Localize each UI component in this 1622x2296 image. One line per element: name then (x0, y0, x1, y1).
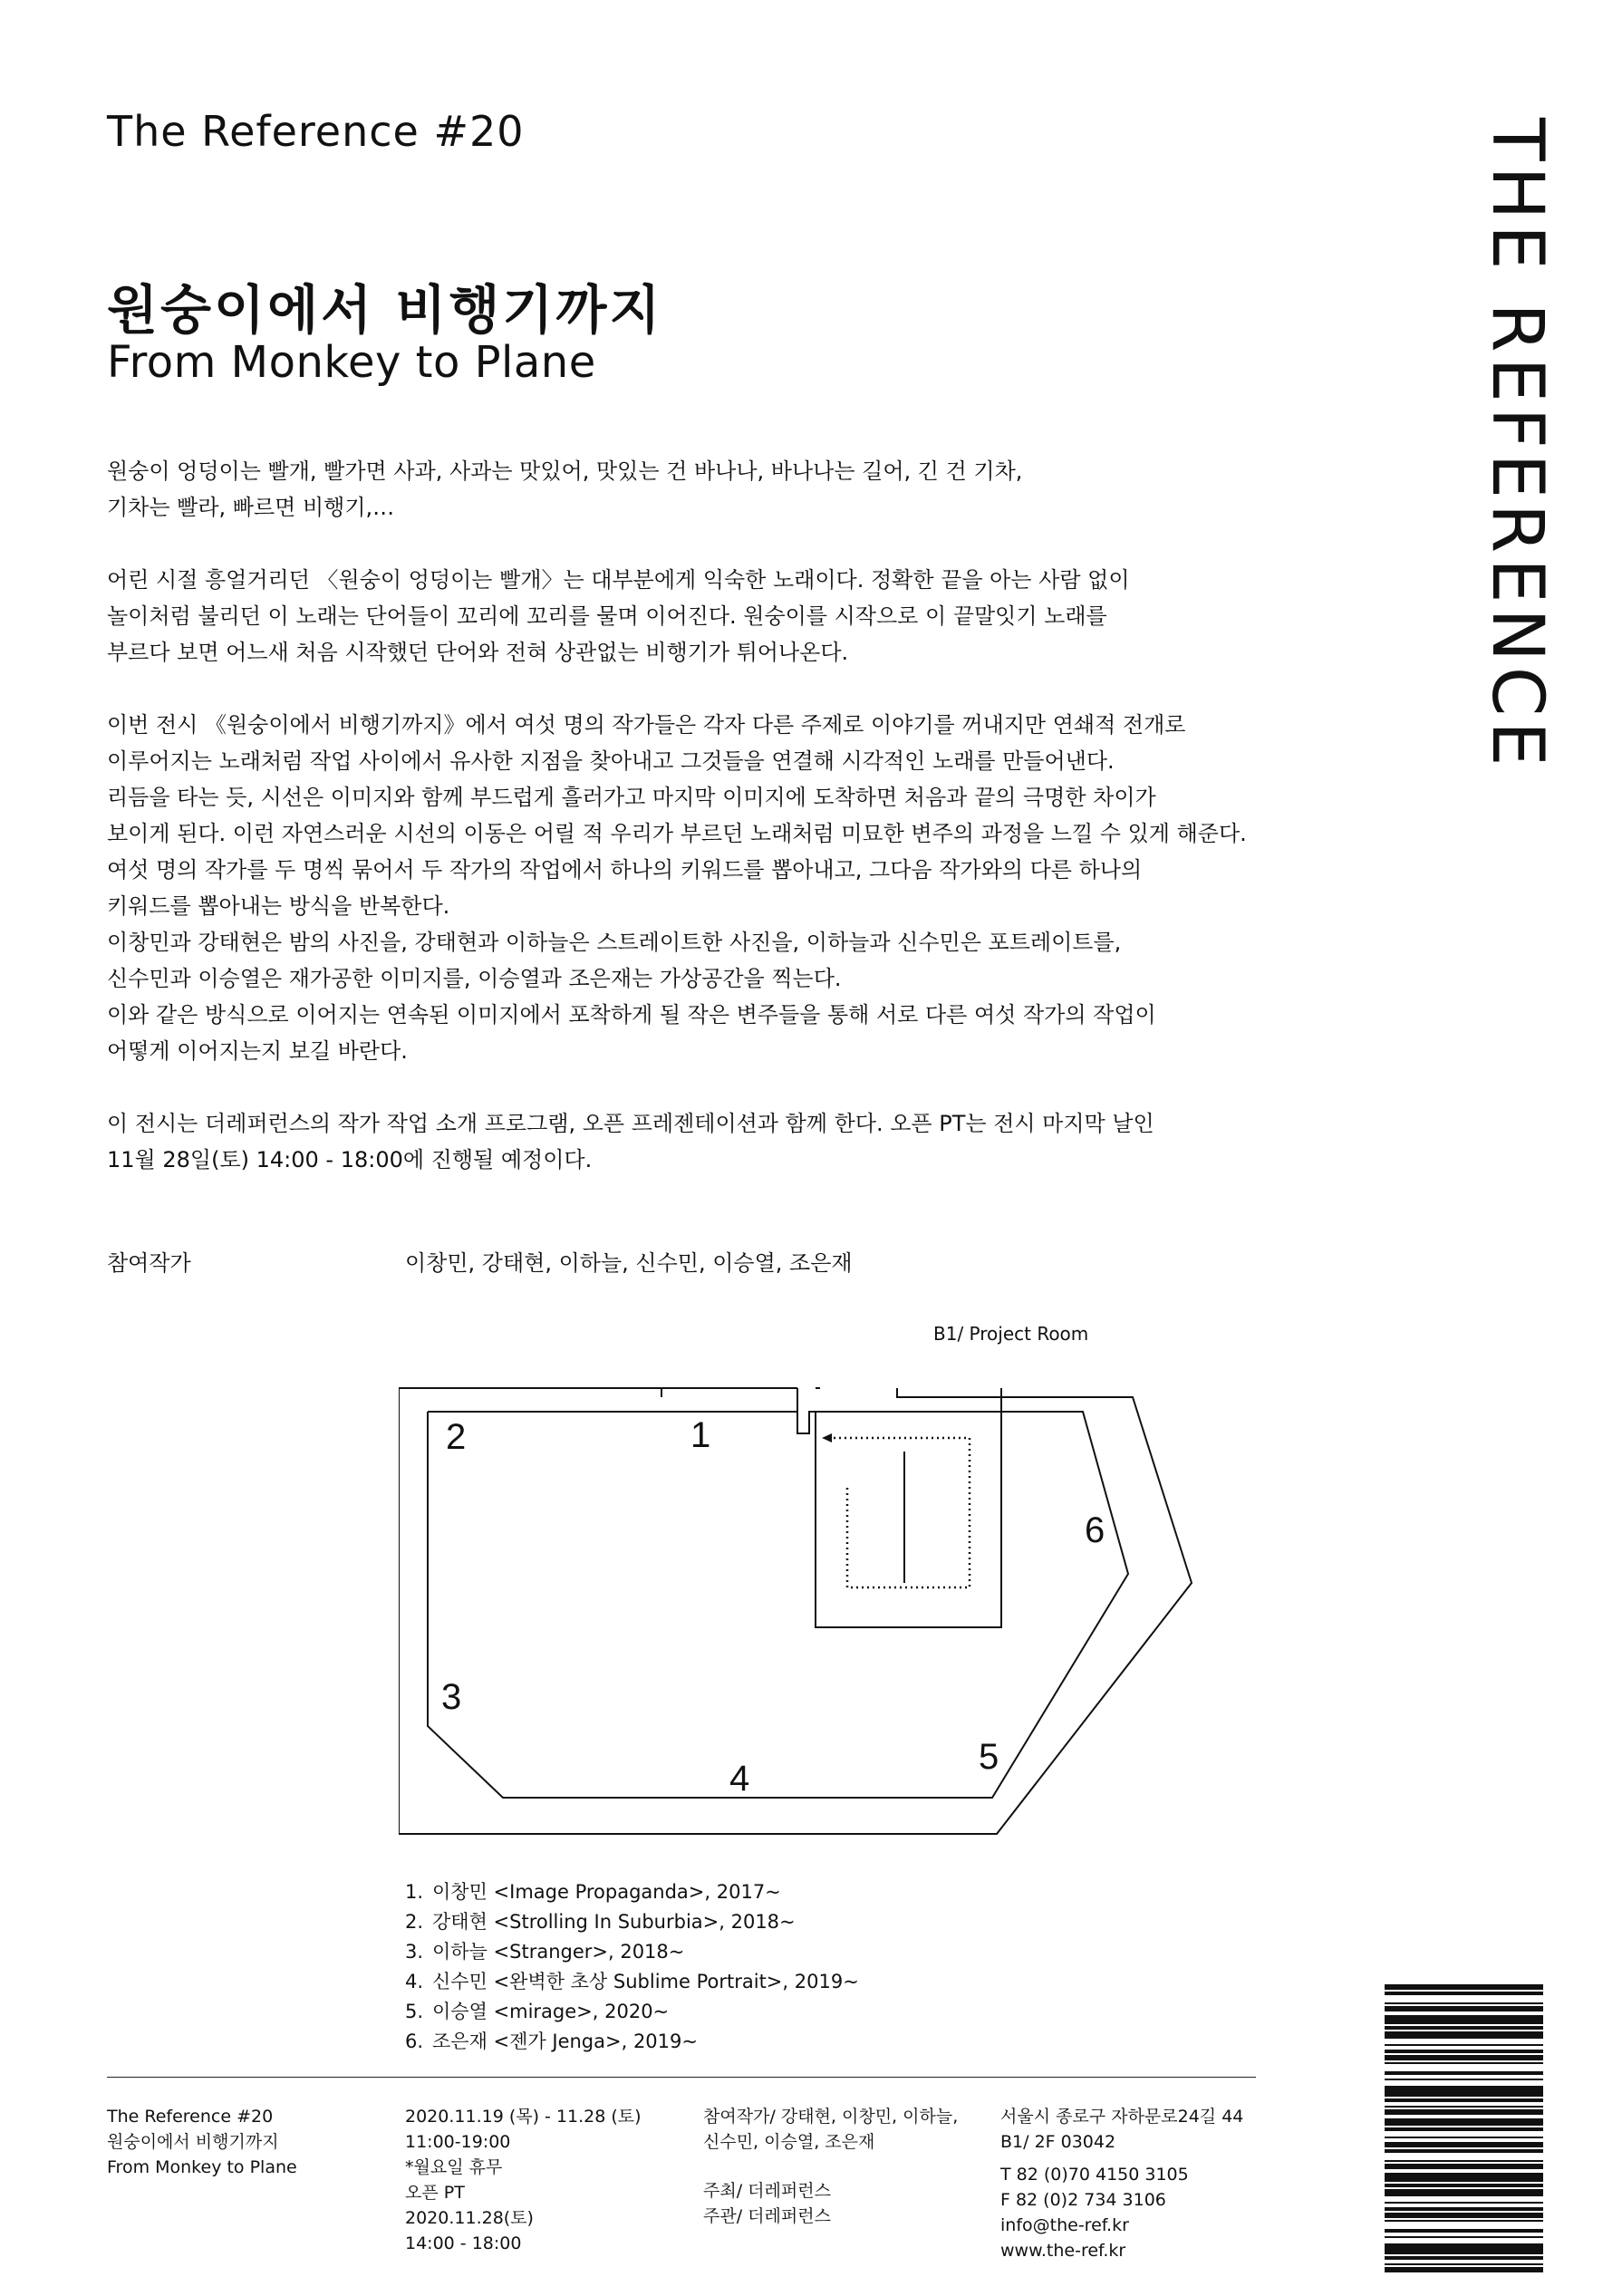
footer-organizer-block (703, 2178, 831, 2229)
floor-plan-arrow-head (822, 1433, 832, 1442)
list-item (405, 1967, 859, 1997)
floor-plan-label-5: 5 (979, 1737, 999, 1777)
footer-text: 11:00-19:00 (405, 2132, 511, 2152)
footer-text: T 82 (0)70 4150 3105 (1000, 2165, 1189, 2185)
barcode-stripe (1385, 2243, 1543, 2254)
list-item-number: 2. (405, 1911, 424, 1933)
barcode-stripe (1385, 2189, 1543, 2196)
barcode-stripe (1385, 2098, 1543, 2102)
floor-plan-label-1: 1 (690, 1415, 711, 1455)
list-item-text: 강태현 <Strolling In Suburbia>, 2018~ (432, 1911, 796, 1933)
footer-contact-block (1000, 2162, 1189, 2263)
floor-plan-inner-wall (428, 1412, 820, 1433)
text-line: 11월 28일(토) 14:00 - 18:00에 진행될 예정이다. (107, 1147, 593, 1172)
barcode-stripe (1385, 2127, 1543, 2131)
brand-vertical-text: THE REFERENCE (1476, 118, 1558, 772)
list-item-number: 6. (405, 2031, 424, 2052)
barcode-stripe (1385, 2263, 1543, 2265)
list-item-number: 3. (405, 1941, 424, 1963)
list-item-text: 이창민 <Image Propaganda>, 2017~ (432, 1881, 781, 1903)
text-line: 키워드를 뽑아내는 방식을 반복한다. (107, 893, 450, 919)
barcode-stripe (1385, 2229, 1543, 2233)
list-item-text: 이승열 <mirage>, 2020~ (432, 2001, 670, 2022)
footer-text: *월요일 휴무 (405, 2157, 503, 2177)
exhibition-description (107, 453, 1276, 1214)
barcode-stripe (1385, 2050, 1543, 2053)
barcode-stripe (1385, 2071, 1543, 2075)
barcode-stripe (1385, 2026, 1543, 2030)
footer-text: 신수민, 이승열, 조은재 (703, 2132, 875, 2152)
list-item (405, 1877, 859, 1907)
list-item (405, 1907, 859, 1937)
footer-text: F 82 (0)2 734 3106 (1000, 2190, 1166, 2210)
barcode-stripe (1385, 2160, 1543, 2162)
list-item-number: 1. (405, 1881, 424, 1903)
barcode-stripe (1385, 1984, 1543, 1990)
list-item-number: 4. (405, 1971, 424, 1992)
floor-plan-path-route (829, 1438, 970, 1587)
footer-text: 주관/ 더레퍼런스 (703, 2206, 831, 2226)
exhibition-title-english: From Monkey to Plane (107, 337, 596, 388)
barcode-stripe (1385, 2086, 1543, 2097)
footer-text: 서울시 종로구 자하문로24길 44 (1000, 2107, 1244, 2127)
barcode-stripe (1385, 2002, 1543, 2004)
text-line: 이창민과 강태현은 밤의 사진을, 강태현과 이하늘은 스트레이트한 사진을, 이하늘과 신수민은 포트레이트를, (107, 930, 1122, 955)
footer-schedule-block (405, 2104, 642, 2256)
floor-plan-column (816, 1412, 1001, 1627)
footer-text: 14:00 - 18:00 (405, 2233, 522, 2253)
barcode-stripe (1385, 2006, 1543, 2011)
series-title: The Reference #20 (107, 107, 525, 156)
barcode-stripe (1385, 2118, 1543, 2126)
list-item (405, 2027, 859, 2057)
barcode-stripe (1385, 2015, 1543, 2024)
footer-text: 주최/ 더레퍼런스 (703, 2181, 831, 2201)
floor-plan-label-2: 2 (446, 1417, 467, 1457)
barcode-graphic (1385, 1984, 1543, 2274)
footer-title-block (107, 2104, 297, 2180)
footer-text: info@the-ref.kr (1000, 2215, 1129, 2235)
barcode-stripe (1385, 2149, 1543, 2153)
text-line: 어떻게 이어지는지 보길 바란다. (107, 1038, 408, 1064)
list-item-text: 신수민 <완벽한 초상 Sublime Portrait>, 2019~ (432, 1971, 859, 1992)
barcode-stripe (1385, 1992, 1543, 1995)
list-item-number: 5. (405, 2001, 424, 2022)
text-line: 기차는 빨라, 빠르면 비행기,… (107, 495, 395, 520)
list-item (405, 1997, 859, 2027)
barcode-stripe (1385, 2055, 1543, 2060)
exhibition-title-korean: 원숭이에서 비행기까지 (107, 279, 663, 341)
artists-names: 이창민, 강태현, 이하늘, 신수민, 이승열, 조은재 (405, 1250, 853, 1276)
barcode-stripe (1385, 2031, 1543, 2039)
paragraph-1 (107, 453, 1276, 526)
barcode-stripe (1385, 2202, 1543, 2204)
paragraph-3 (107, 707, 1276, 1069)
footer-text: www.the-ref.kr (1000, 2241, 1126, 2261)
barcode-stripe (1385, 2173, 1543, 2182)
barcode-stripe (1385, 2256, 1543, 2260)
barcode-stripe (1385, 2213, 1543, 2218)
footer-text: The Reference #20 (107, 2107, 274, 2127)
floor-plan-inner-wall-right (428, 1412, 1128, 1798)
barcode-stripe (1385, 2062, 1543, 2064)
artists-label: 참여작가 (107, 1250, 191, 1276)
footer-address-block (1000, 2104, 1243, 2155)
floor-plan-outer-wall-right (399, 1388, 1192, 1834)
text-line: 놀이처럼 불리던 이 노래는 단어들이 꼬리에 꼬리를 물며 이어진다. 원숭이를 시작으로 이 끝말잇기 노래를 (107, 603, 1107, 629)
floor-plan-label-3: 3 (441, 1677, 462, 1717)
text-line: 이번 전시 《원숭이에서 비행기까지》에서 여섯 명의 작가들은 각자 다른 주제로 이야기를 꺼내지만 연쇄적 전개로 (107, 712, 1186, 738)
footer-credits-block (703, 2104, 958, 2155)
floor-plan-outer-wall (897, 1388, 1001, 1397)
list-item-text: 이하늘 <Stranger>, 2018~ (432, 1941, 685, 1963)
floor-plan-label-4: 4 (729, 1759, 750, 1799)
barcode-stripe (1385, 2267, 1543, 2272)
footer-divider (107, 2077, 1256, 2078)
text-line: 이루어지는 노래처럼 작업 사이에서 유사한 지점을 찾아내고 그것들을 연결해 시각적인 노래를 만들어낸다. (107, 748, 1115, 774)
footer-text: From Monkey to Plane (107, 2157, 297, 2177)
list-item (405, 1937, 859, 1967)
text-line: 이 전시는 더레퍼런스의 작가 작업 소개 프로그램, 오픈 프레젠테이션과 함께 한다. 오픈 PT는 전시 마지막 날인 (107, 1111, 1154, 1136)
footer-text: 원숭이에서 비행기까지 (107, 2132, 279, 2152)
text-line: 리듬을 타는 듯, 시선은 이미지와 함께 부드럽게 흘러가고 마지막 이미지에 도착하면 처음과 끝의 극명한 차이가 (107, 785, 1156, 810)
text-line: 부르다 보면 어느새 처음 시작했던 단어와 전혀 상관없는 비행기가 튀어나온다. (107, 640, 849, 665)
barcode-stripe (1385, 2137, 1543, 2138)
barcode-stripe (1385, 2164, 1543, 2169)
barcode-stripe (1385, 2142, 1543, 2147)
barcode-stripe (1385, 2236, 1543, 2238)
text-line: 신수민과 이승열은 재가공한 이미지를, 이승열과 조은재는 가상공간을 찍는다. (107, 966, 842, 991)
barcode-stripe (1385, 2207, 1543, 2211)
text-line: 원숭이 엉덩이는 빨개, 빨가면 사과, 사과는 맛있어, 맛있는 건 바나나, 바나나는 길어, 긴 건 기차, (107, 458, 1023, 484)
barcode-stripe (1385, 2184, 1543, 2187)
paragraph-2 (107, 562, 1276, 670)
floor-plan (399, 1379, 1232, 1850)
barcode-stripe (1385, 2044, 1543, 2046)
barcode-stripe (1385, 2106, 1543, 2108)
works-list (405, 1877, 859, 2057)
list-item-text: 조은재 <젠가 Jenga>, 2019~ (432, 2031, 698, 2052)
room-label: B1/ Project Room (933, 1323, 1089, 1345)
floor-plan-label-6: 6 (1085, 1510, 1105, 1550)
paragraph-4 (107, 1105, 1276, 1178)
footer-text: 2020.11.28(토) (405, 2208, 534, 2228)
footer-text: B1/ 2F 03042 (1000, 2132, 1116, 2152)
text-line: 어린 시절 흥얼거리던 〈원숭이 엉덩이는 빨개〉는 대부분에게 익숙한 노래이다. 정확한 끝을 아는 사람 없이 (107, 567, 1130, 593)
barcode-stripe (1385, 2079, 1543, 2080)
barcode-stripe (1385, 2109, 1543, 2115)
footer-text: 참여작가/ 강태현, 이창민, 이하늘, (703, 2107, 959, 2127)
footer-text: 오픈 PT (405, 2183, 465, 2203)
text-line: 여섯 명의 작가를 두 명씩 묶어서 두 작가의 작업에서 하나의 키워드를 뽑아내고, 그다음 작가와의 다른 하나의 (107, 857, 1143, 883)
footer-text: 2020.11.19 (목) - 11.28 (토) (405, 2107, 642, 2127)
text-line: 이와 같은 방식으로 이어지는 연속된 이미지에서 포착하게 될 작은 변주들을 통해 서로 다른 여섯 작가의 작업이 (107, 1002, 1156, 1027)
text-line: 보이게 된다. 이런 자연스러운 시선의 이동은 어릴 적 우리가 부르던 노래처럼 미묘한 변주의 과정을 느낄 수 있게 해준다. (107, 821, 1247, 846)
barcode-stripe (1385, 2220, 1543, 2222)
